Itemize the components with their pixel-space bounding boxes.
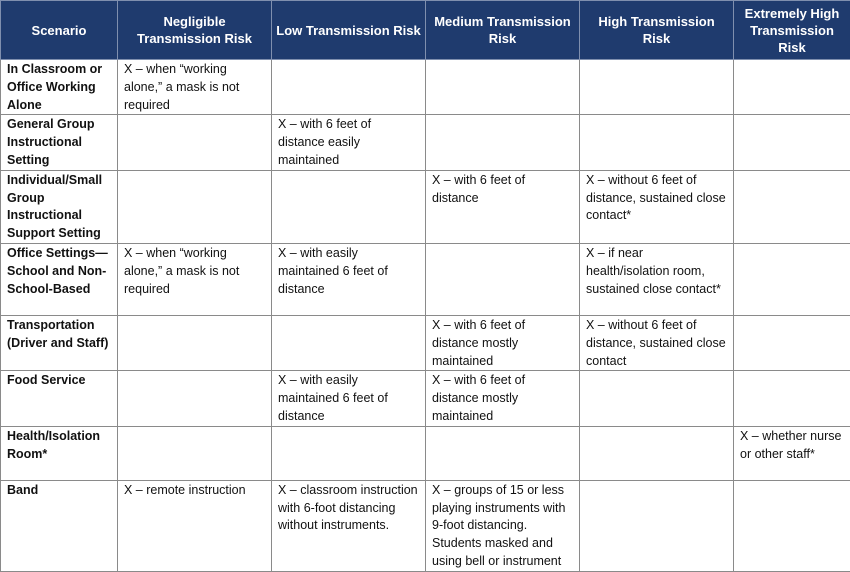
medium-cell [426, 115, 580, 170]
low-cell [272, 426, 426, 480]
negligible-cell [118, 315, 272, 370]
low-cell [272, 170, 426, 243]
high-cell [580, 426, 734, 480]
low-cell: X – with 6 feet of distance easily maintained [272, 115, 426, 170]
medium-cell [426, 243, 580, 315]
scenario-cell: General Group Instructional Setting [1, 115, 118, 170]
header-medium-risk: Medium Transmission Risk [426, 1, 580, 60]
table-row [1, 170, 850, 243]
high-cell: X – without 6 feet of distance, sustained close contact* [580, 170, 734, 243]
negligible-cell [118, 115, 272, 170]
header-low-risk: Low Transmission Risk [272, 1, 426, 60]
extremely-high-cell [734, 60, 850, 115]
scenario-cell: Food Service [1, 371, 118, 426]
extremely-high-cell [734, 170, 850, 243]
scenario-cell: Individual/Small Group Instructional Support Setting [1, 170, 118, 243]
high-cell: X – if near health/isolation room, sustained close contact* [580, 243, 734, 315]
medium-cell: X – with 6 feet of distance mostly maintained [426, 371, 580, 426]
header-scenario: Scenario [1, 1, 118, 60]
medium-cell [426, 426, 580, 480]
table-row [1, 243, 850, 315]
high-cell [580, 371, 734, 426]
scenario-cell: Health/Isolation Room* [1, 426, 118, 480]
low-cell: X – with easily maintained 6 feet of distance [272, 371, 426, 426]
extremely-high-cell [734, 243, 850, 315]
table-row [1, 60, 850, 115]
negligible-cell [118, 371, 272, 426]
medium-cell: X – with 6 feet of distance [426, 170, 580, 243]
table-row [1, 115, 850, 170]
header-negligible-risk: Negligible Transmission Risk [118, 1, 272, 60]
negligible-cell: X – when “working alone,” a mask is not required [118, 60, 272, 115]
scenario-cell: Transportation (Driver and Staff) [1, 315, 118, 370]
medium-cell: X – groups of 15 or less playing instruments with 9-foot distancing. Students masked and using bell or instrument [426, 480, 580, 571]
low-cell [272, 60, 426, 115]
table-row [1, 371, 850, 426]
scenario-cell: Band [1, 480, 118, 571]
low-cell: X – classroom instruction with 6-foot distancing without instruments. [272, 480, 426, 571]
header-high-risk: High Transmission Risk [580, 1, 734, 60]
header-extremely-high-risk: Extremely High Transmission Risk [734, 1, 850, 60]
extremely-high-cell: X – whether nurse or other staff* [734, 426, 850, 480]
low-cell [272, 315, 426, 370]
high-cell: X – without 6 feet of distance, sustained close contact [580, 315, 734, 370]
low-cell: X – with easily maintained 6 feet of distance [272, 243, 426, 315]
table-body [1, 60, 850, 572]
extremely-high-cell [734, 115, 850, 170]
high-cell [580, 60, 734, 115]
table-header [1, 1, 850, 60]
negligible-cell [118, 426, 272, 480]
scenario-cell: In Classroom or Office Working Alone [1, 60, 118, 115]
header-row [1, 1, 850, 60]
extremely-high-cell [734, 371, 850, 426]
medium-cell [426, 60, 580, 115]
table-row [1, 315, 850, 370]
medium-cell: X – with 6 feet of distance mostly maintained [426, 315, 580, 370]
high-cell [580, 115, 734, 170]
negligible-cell [118, 170, 272, 243]
scenario-cell: Office Settings—School and Non-School-Based [1, 243, 118, 315]
negligible-cell: X – when “working alone,” a mask is not required [118, 243, 272, 315]
table-row [1, 426, 850, 480]
negligible-cell: X – remote instruction [118, 480, 272, 571]
extremely-high-cell [734, 315, 850, 370]
